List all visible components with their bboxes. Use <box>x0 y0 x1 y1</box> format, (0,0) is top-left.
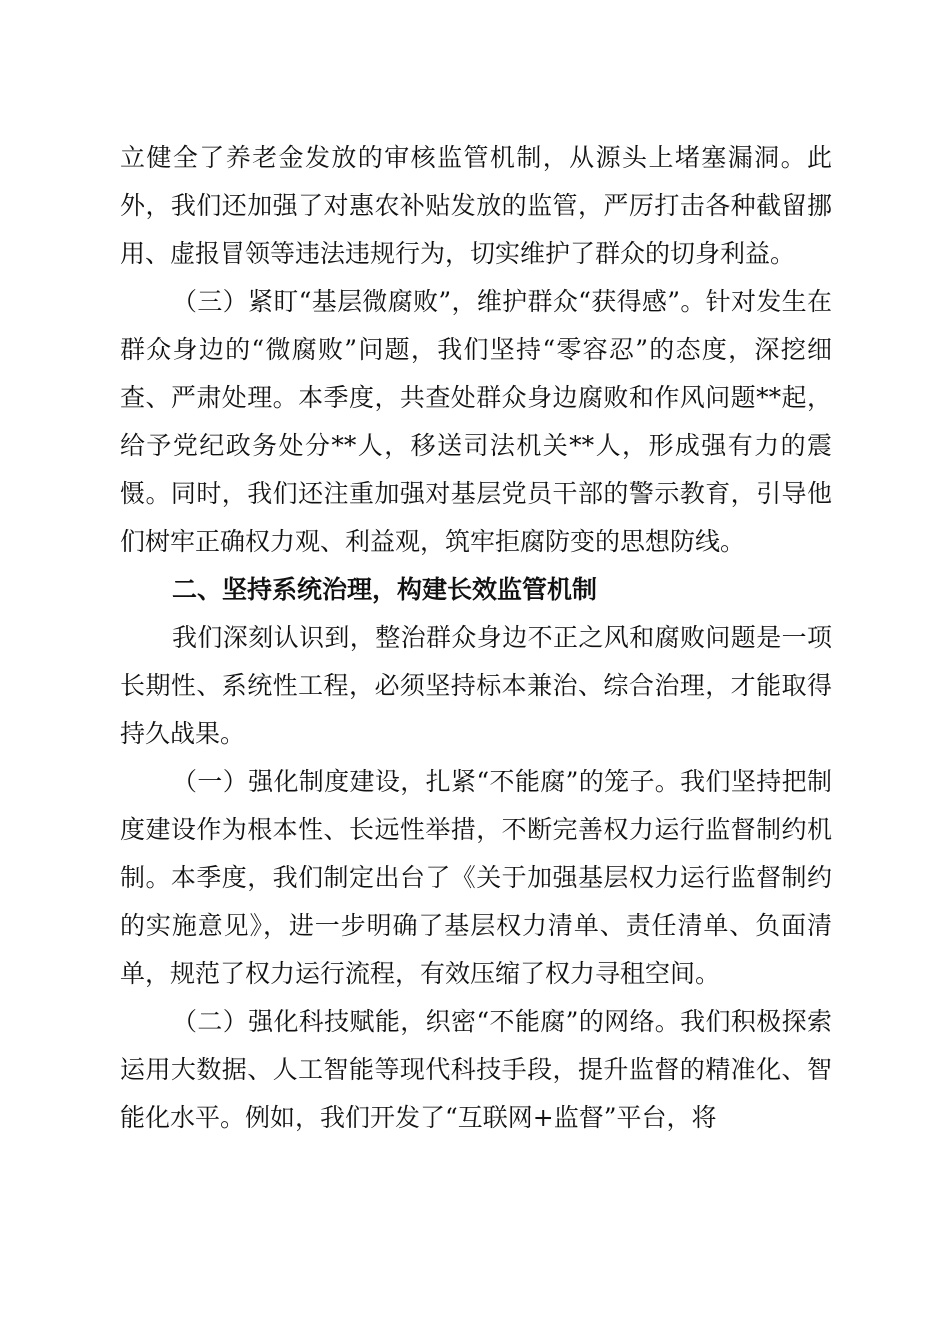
paragraph-section-intro: 我们深刻认识到，整治群众身边不正之风和腐败问题是一项长期性、系统性工程，必须坚持标本兼治、综合治理，才能取得持久战果。 <box>120 623 832 748</box>
paragraph-subsection-three: （三）紧盯“基层微腐败”，维护群众“获得感”。针对发生在群众身边的“微腐败”问题，我们坚持“零容忍”的态度，深挖细查、严肃处理。本季度，共查处群众身边腐败和作风问题**起，给予党纪政务处分**人，移送司法机关**人，形成强有力的震慑。同时，我们还注重加强对基层党员干部的警示教育，引导他们树牢正确权力观、利益观，筑牢拒腐防变的思想防线。 <box>120 287 832 556</box>
document-body <box>120 134 832 1142</box>
paragraph-continuation: 立健全了养老金发放的审核监管机制，从源头上堵塞漏洞。此外，我们还加强了对惠农补贴发放的监管，严厉打击各种截留挪用、虚报冒领等违法违规行为，切实维护了群众的切身利益。 <box>120 143 832 268</box>
paragraph-subsection-two: （二）强化科技赋能，织密“不能腐”的网络。我们积极探索运用大数据、人工智能等现代科技手段，提升监督的精准化、智能化水平。例如，我们开发了“互联网+监督”平台，将 <box>120 1007 832 1132</box>
paragraph-subsection-one: （一）强化制度建设，扎紧“不能腐”的笼子。我们坚持把制度建设作为根本性、长远性举措，不断完善权力运行监督制约机制。本季度，我们制定出台了《关于加强基层权力运行监督制约的实施意见》，进一步明确了基层权力清单、责任清单、负面清单，规范了权力运行流程，有效压缩了权力寻租空间。 <box>120 767 832 988</box>
section-heading-two: 二、坚持系统治理，构建长效监管机制 <box>172 575 598 604</box>
